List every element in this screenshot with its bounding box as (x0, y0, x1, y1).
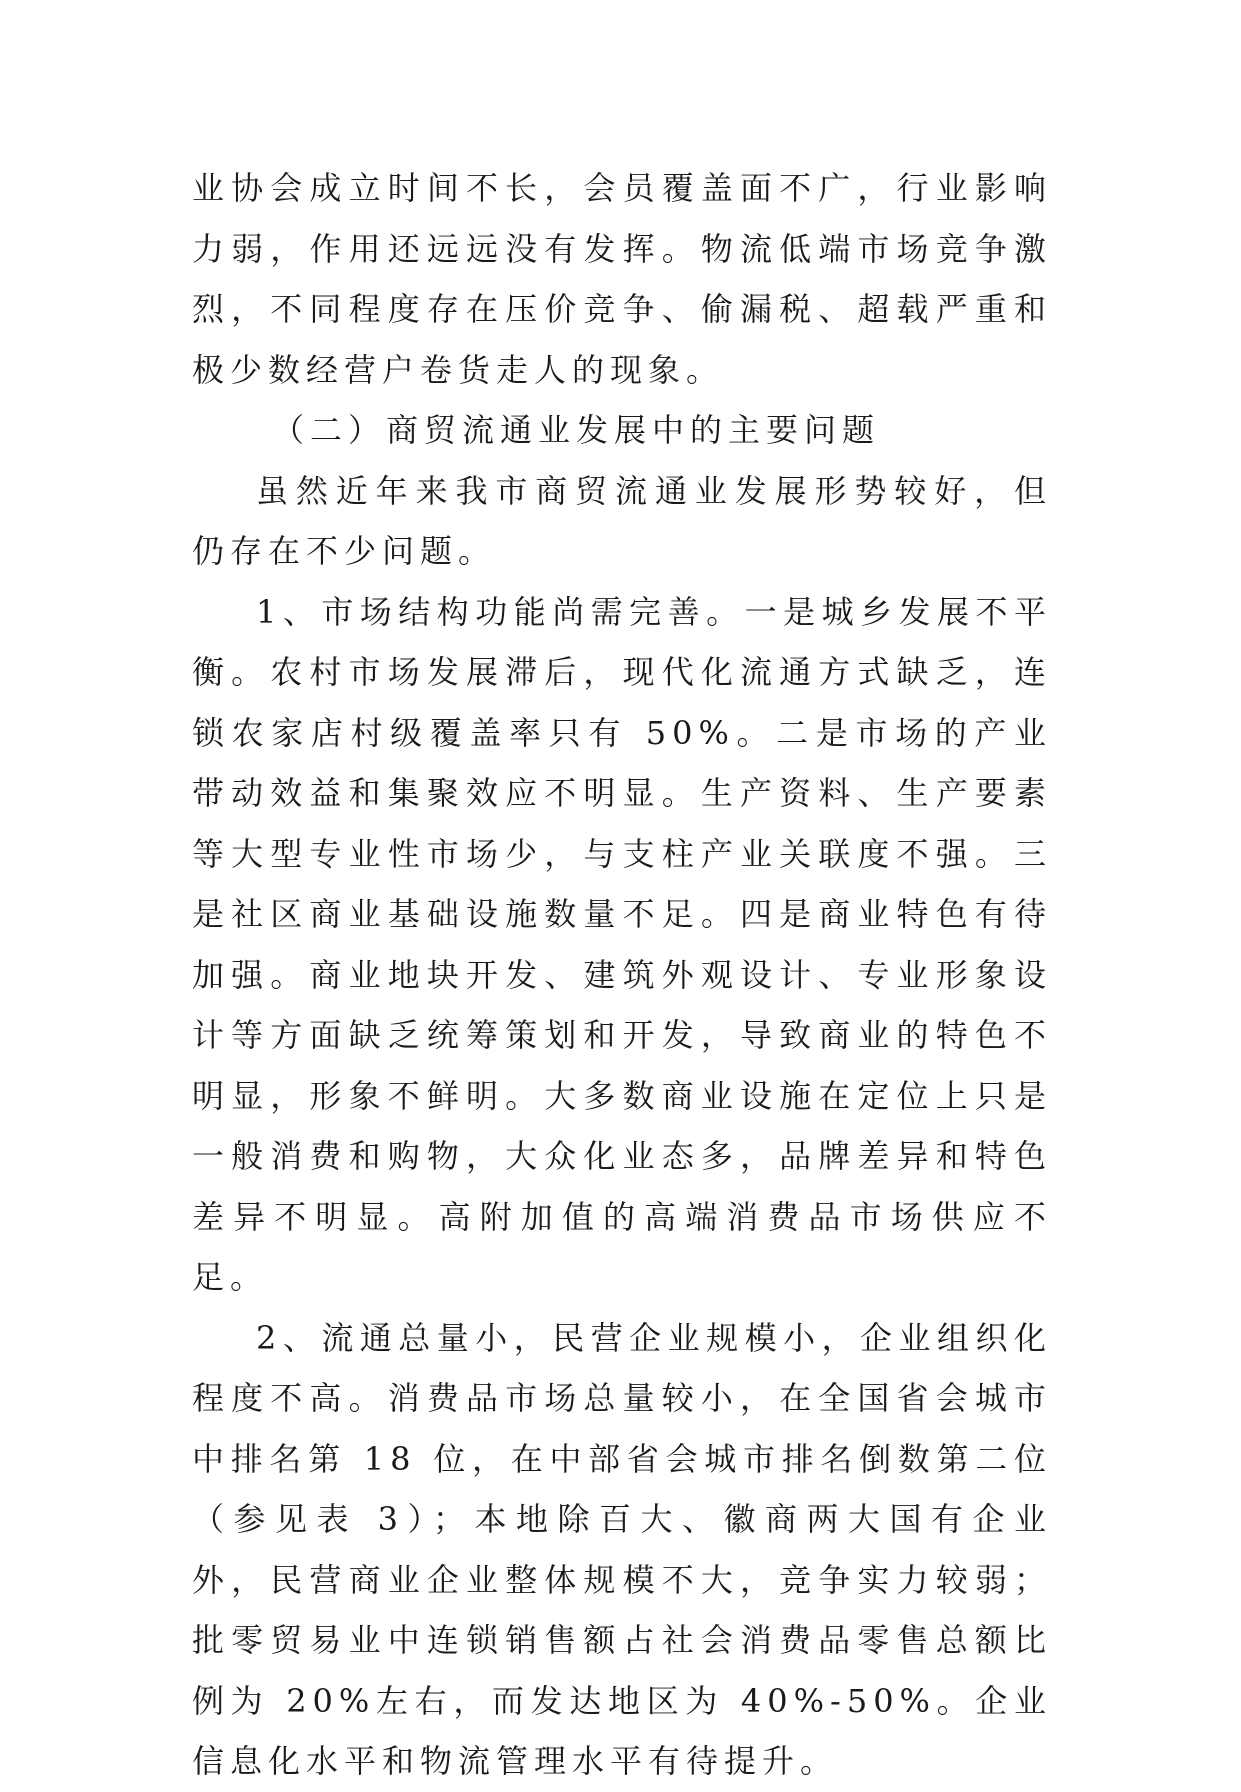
section-heading: （二）商贸流通业发展中的主要问题 (272, 411, 881, 449)
paragraph-intro: 虽然近年来我市商贸流通业发展形势较好，但仍存在不少问题。 (192, 471, 1052, 570)
paragraph-point-1: 1、市场结构功能尚需完善。一是城乡发展不平衡。农村市场发展滞后，现代化流通方式缺乏，连锁农家店村级覆盖率只有 50%。二是市场的产业带动效益和集聚效应不明显。生产资料、生产要素等大型专业性市场少，与支柱产业关联度不强。三是社区商业基础设施数量不足。四是商业特色有待加强。商业地块开发、建筑外观设计、专业形象设计等方面缺乏统筹策划和开发，导致商业的特色不明显，形象不鲜明。大多数商业设施在定位上只是一般消费和购物，大众化业态多，品牌差异和特色差异不明显。高附加值的高端消费品市场供应不足。 (192, 592, 1052, 1296)
document-body (192, 158, 1052, 1792)
paragraph-point-2: 2、流通总量小，民营企业规模小，企业组织化程度不高。消费品市场总量较小，在全国省会城市中排名第 18 位，在中部省会城市排名倒数第二位（参见表 3）；本地除百大、徽商两大国有企业外，民营商业企业整体规模不大，竞争实力较弱；批零贸易业中连锁销售额占社会消费品零售总额比例为 20%左右，而发达地区为 40%-50%。企业信息化水平和物流管理水平有待提升。 (192, 1318, 1052, 1780)
paragraph-continuation: 业协会成立时间不长，会员覆盖面不广，行业影响力弱，作用还远远没有发挥。物流低端市场竞争激烈，不同程度存在压价竞争、偷漏税、超载严重和极少数经营户卷货走人的现象。 (192, 169, 1052, 389)
